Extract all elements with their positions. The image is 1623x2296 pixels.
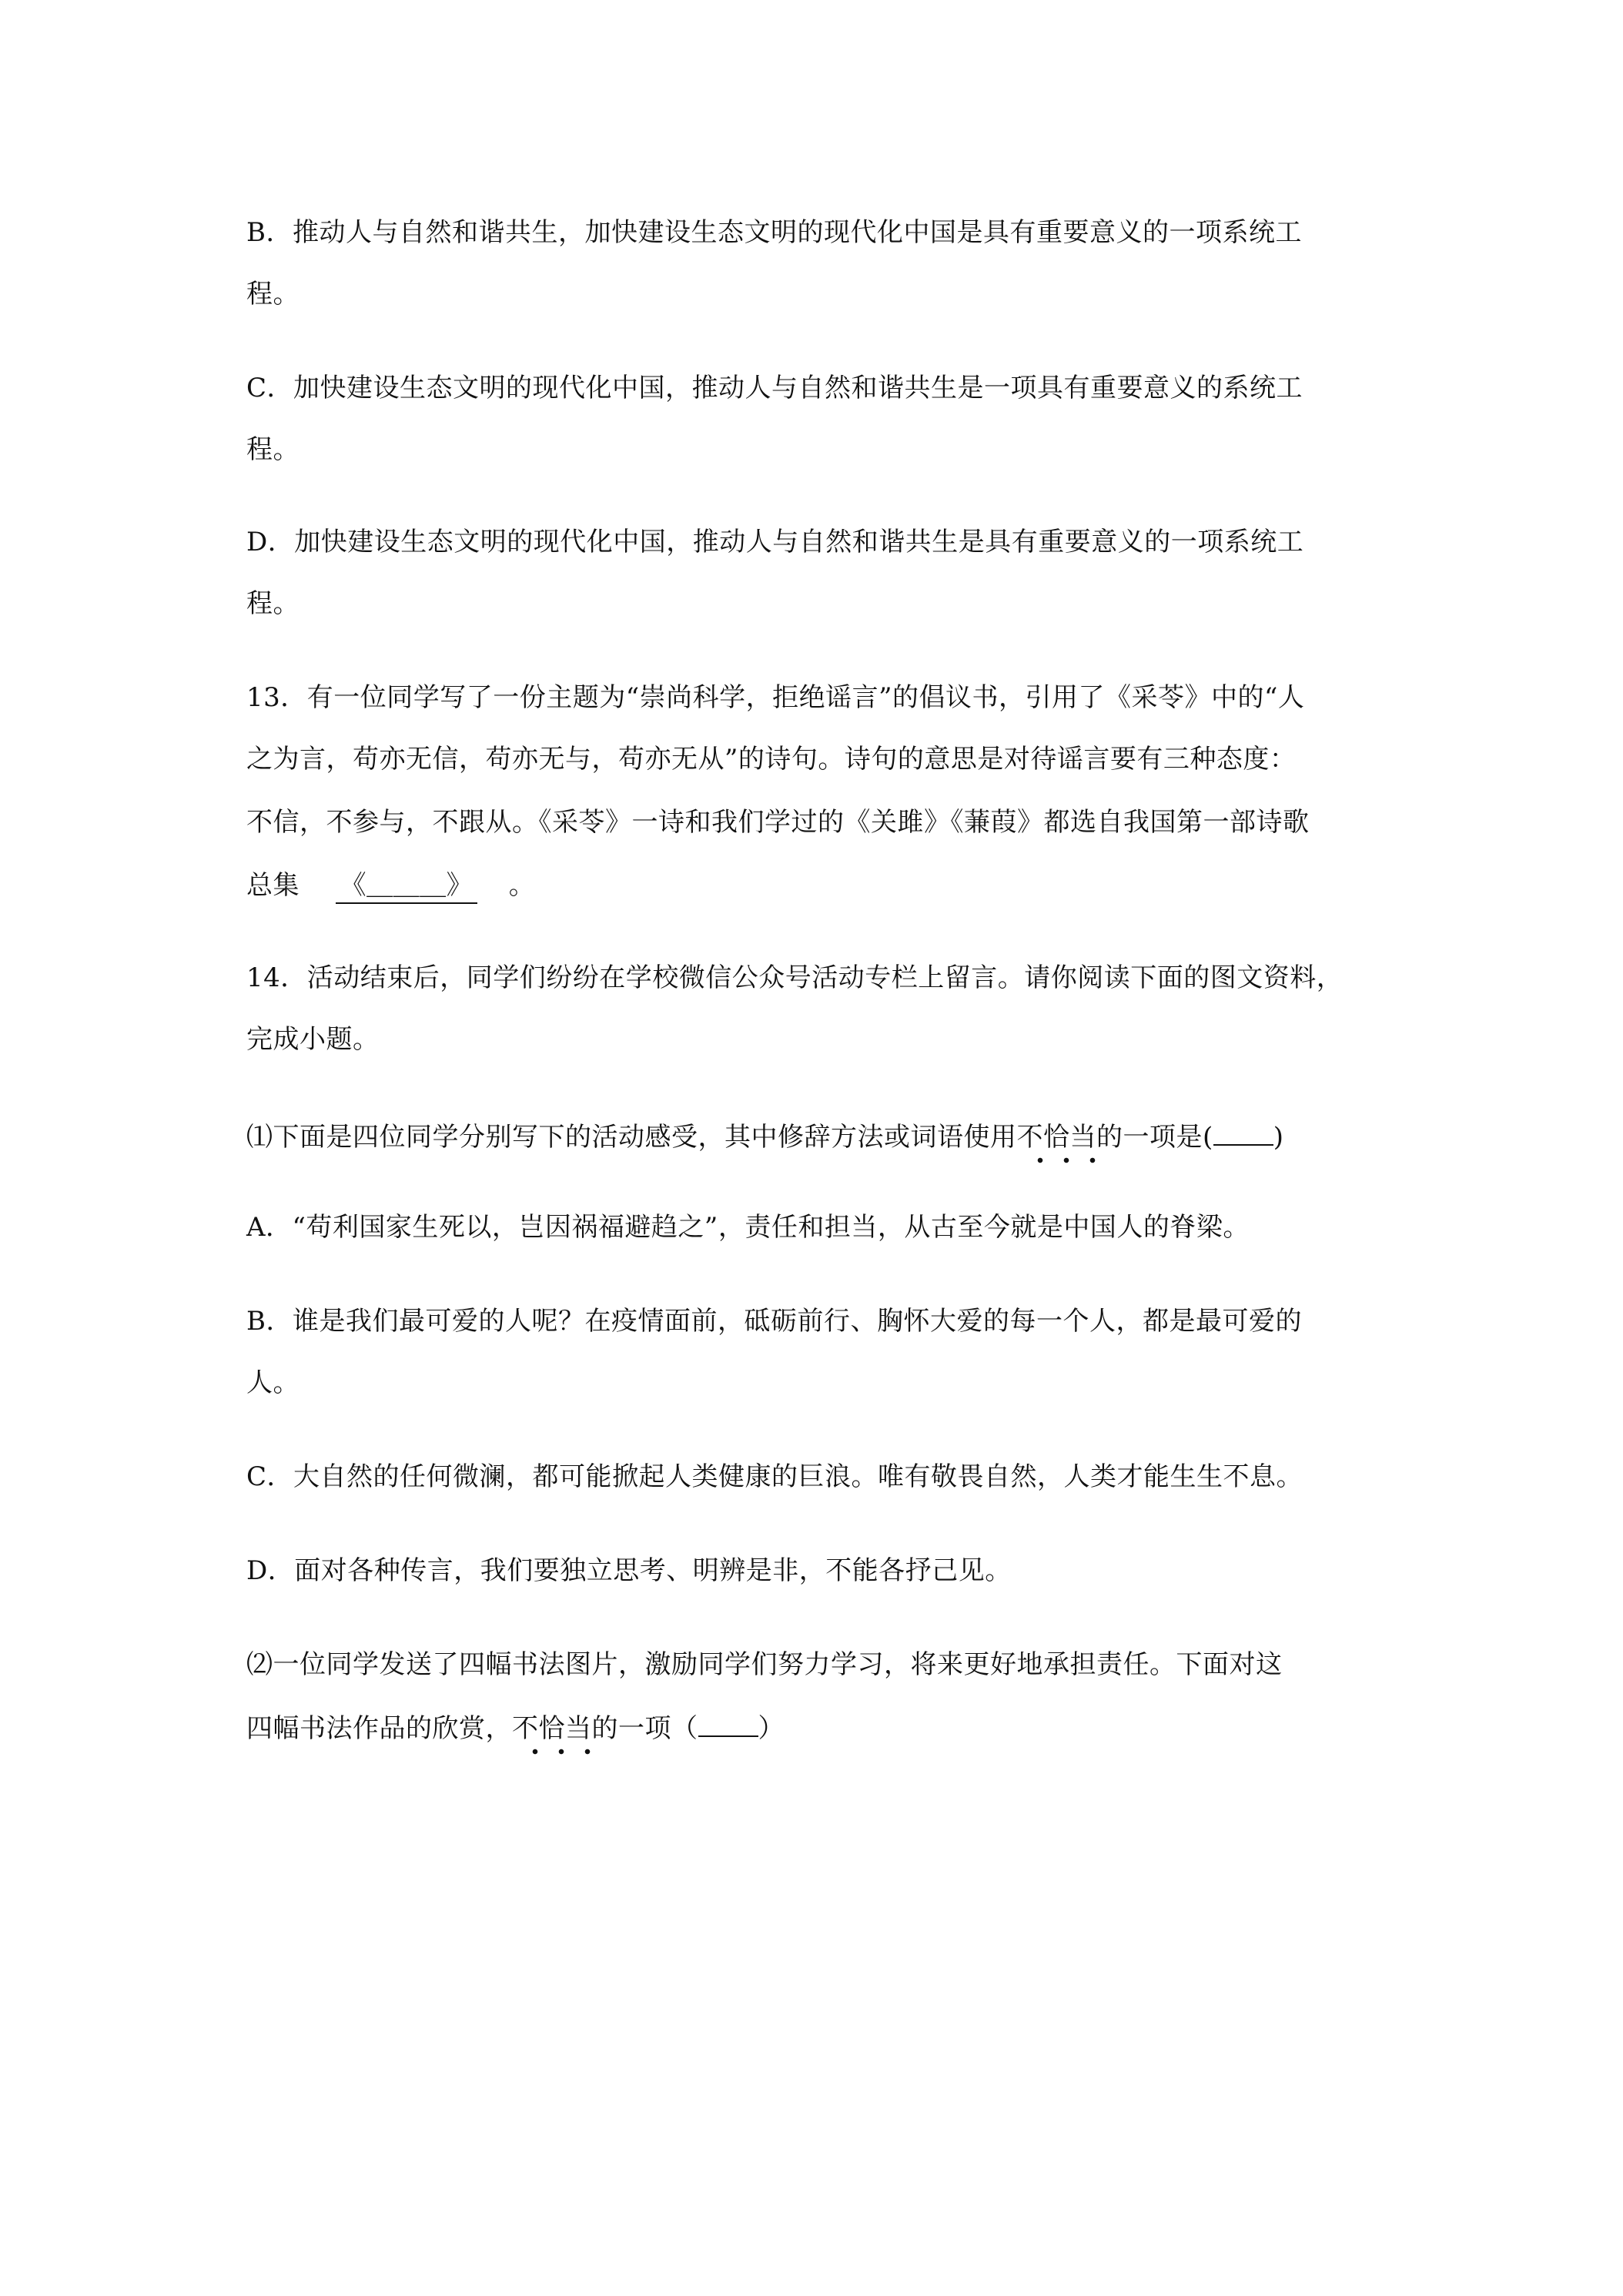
option-c-line-2: 程。 [246,434,300,465]
emphasis-not-appropriate-2: 不恰当 [512,1713,592,1744]
subquestion-1 [246,1118,1284,1154]
option-c-line-1: C．加快建设生态文明的现代化中国，推动人与自然和谐共生是一项具有重要意义的系统工 [246,373,1303,403]
question-14-line-1: 14．活动结束后，同学们纷纷在学校微信公众号活动专栏上留言。请你阅读下面的图文资料， [246,962,1344,993]
question-13-line-1: 13．有一位同学写了一份主题为“崇尚科学，拒绝谣言”的倡议书，引用了《采苓》中的“人 [246,682,1305,713]
answer-blank-1[interactable] [1213,1118,1273,1146]
subquestion-2-prefix: 四幅书法作品的欣赏， [246,1713,512,1744]
option-c-sub: C．大自然的任何微澜，都可能掀起人类健康的巨浪。唯有敬畏自然，人类才能生生不息。 [246,1461,1303,1492]
subquestion-2-suffix: 的一项（ [591,1713,698,1744]
subquestion-2-close: ） [758,1713,785,1744]
question-13-line-4 [246,869,535,904]
answer-blank-2[interactable] [698,1709,758,1737]
option-d-line-1: D．加快建设生态文明的现代化中国，推动人与自然和谐共生是具有重要意义的一项系统工 [246,527,1304,557]
subquestion-2-line-2 [246,1709,785,1745]
option-d-line-2: 程。 [246,588,300,619]
option-b-line-1: B．推动人与自然和谐共生，加快建设生态文明的现代化中国是具有重要意义的一项系统工 [246,217,1302,248]
emphasis-not-appropriate: 不恰当 [1016,1122,1096,1153]
question-13-prefix: 总集 [246,870,300,901]
subquestion-1-close: ) [1273,1122,1284,1153]
option-b-line-2-sub: 人。 [246,1367,300,1398]
question-13-line-3: 不信，不参与，不跟从。《采苓》一诗和我们学过的《关雎》《蒹葭》都选自我国第一部诗歌 [246,807,1310,838]
subquestion-1-prefix: ⑴下面是四位同学分别写下的活动感受，其中修辞方法或词语使用 [246,1122,1017,1153]
question-13-line-2: 之为言，苟亦无信，苟亦无与，苟亦无从”的诗句。诗句的意思是对待谣言要有三种态度： [246,744,1297,775]
question-13-suffix: 。 [508,870,536,901]
option-b-line-2: 程。 [246,279,300,310]
subquestion-1-suffix: 的一项是( [1096,1122,1213,1153]
option-a: A．“苟利国家生死以，岂因祸福避趋之”，责任和担当，从古至今就是中国人的脊梁。 [246,1212,1250,1243]
question-14-line-2: 完成小题。 [246,1024,380,1055]
subquestion-2-line-1: ⑵一位同学发送了四幅书法图片，激励同学们努力学习，将来更好地承担责任。下面对这 [246,1649,1283,1680]
option-d-sub: D．面对各种传言，我们要独立思考、明辨是非，不能各抒己见。 [246,1555,1012,1586]
answer-blank-13[interactable]: 《＿＿＿》 [336,869,478,904]
option-b-line-1-sub: B．谁是我们最可爱的人呢？在疫情面前，砥砺前行、胸怀大爱的每一个人，都是最可爱的 [246,1306,1302,1337]
